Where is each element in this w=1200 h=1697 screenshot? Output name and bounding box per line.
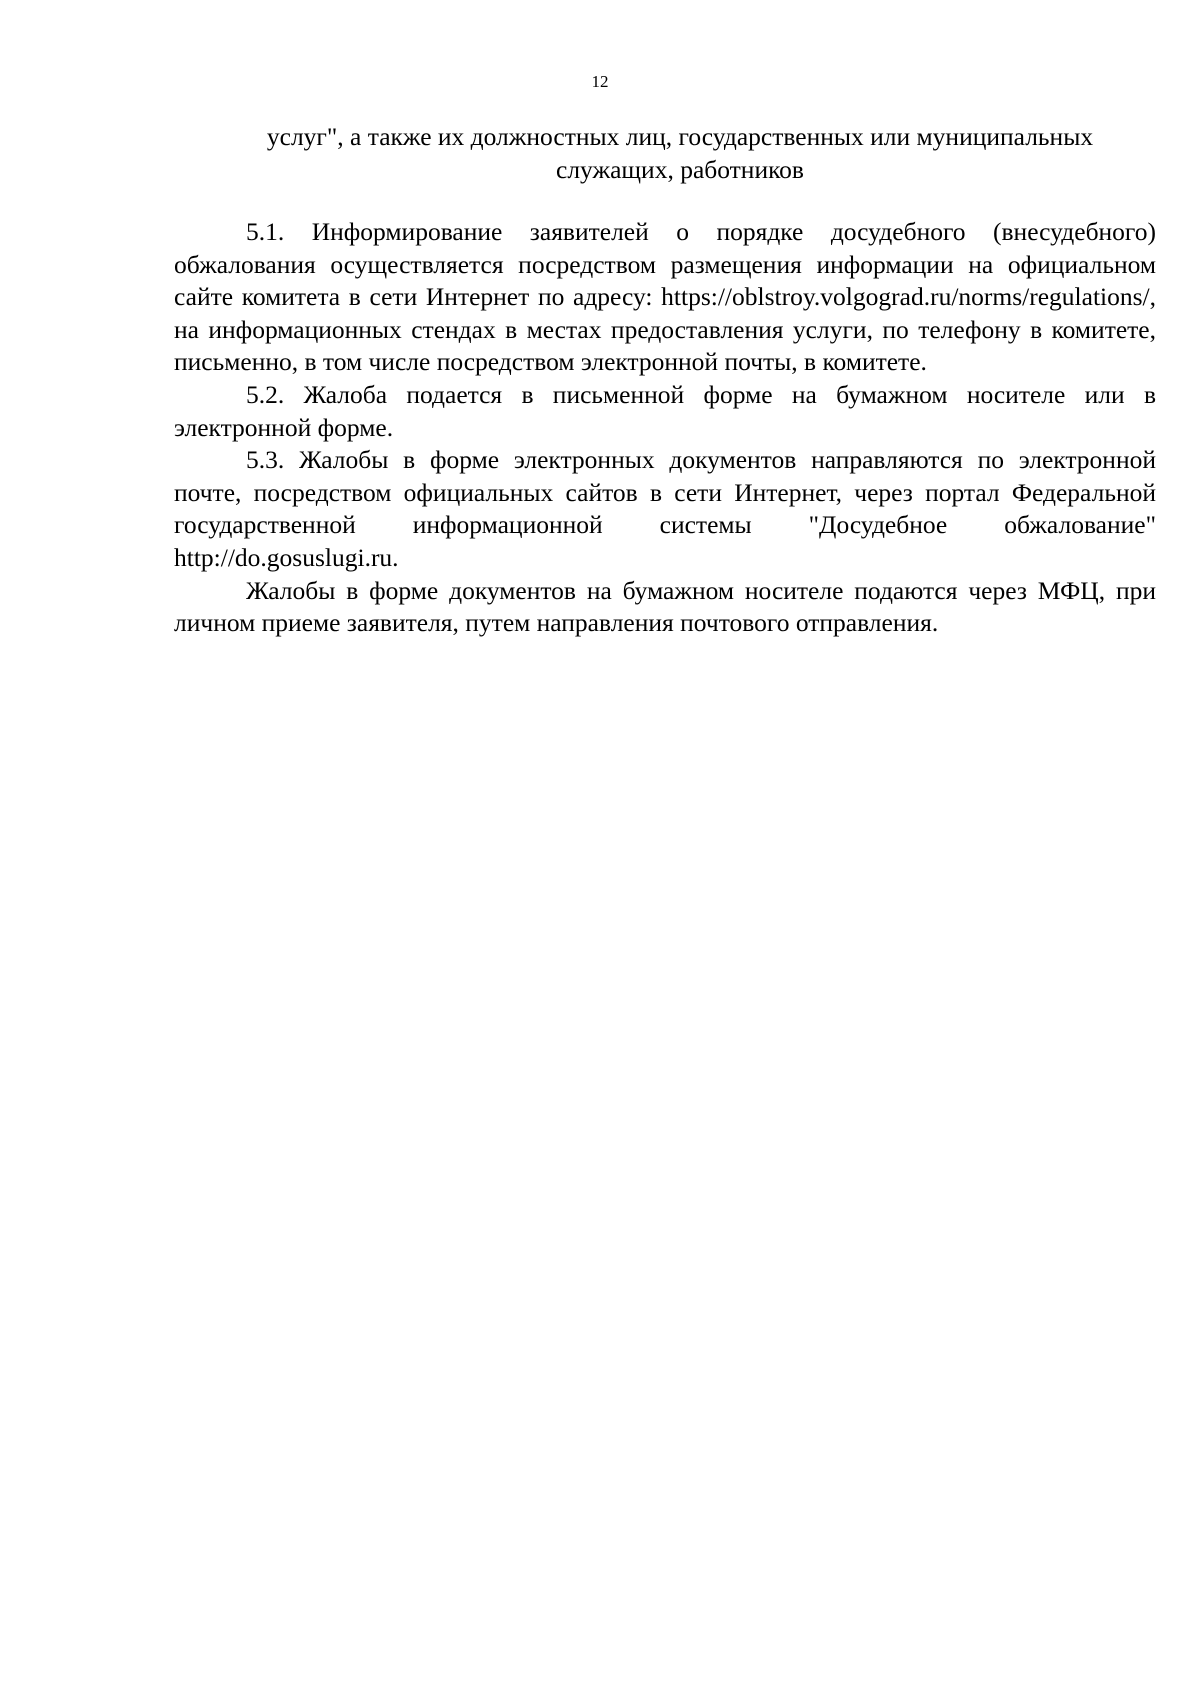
heading-line-1: услуг", а также их должностных лиц, государственных или муниципальных xyxy=(266,122,1094,151)
paragraph-5-3: 5.3. Жалобы в форме электронных документов направляются по электронной почте, посредством официальных сайтов в сети Интернет, через портал Федеральной государственной информационной системы "Досудебное обжалование" http://do.gosuslugi.ru. xyxy=(174,445,1156,572)
paragraph-5-1: 5.1. Информирование заявителей о порядке досудебного (внесудебного) обжалования осуществляется посредством размещения информации на официальном сайте комитета в сети Интернет по адресу: https://oblstroy.volgograd.ru/norms/regulations/, на информационных стендах в местах предоставления услуги, по телефону в комитете, письменно, в том числе посредством электронной почты, в комитете. xyxy=(174,217,1156,377)
document-body xyxy=(174,216,1156,640)
paragraph-paper-complaints: Жалобы в форме документов на бумажном носителе подаются через МФЦ, при личном приеме заявителя, путем направления почтового отправления. xyxy=(174,575,1156,638)
heading-line-2: служащих, работников xyxy=(556,155,804,184)
paragraph-5-2: 5.2. Жалоба подается в письменной форме на бумажном носителе или в электронной форме. xyxy=(174,379,1156,442)
section-heading xyxy=(200,120,1160,186)
page-number: 12 xyxy=(591,72,609,91)
